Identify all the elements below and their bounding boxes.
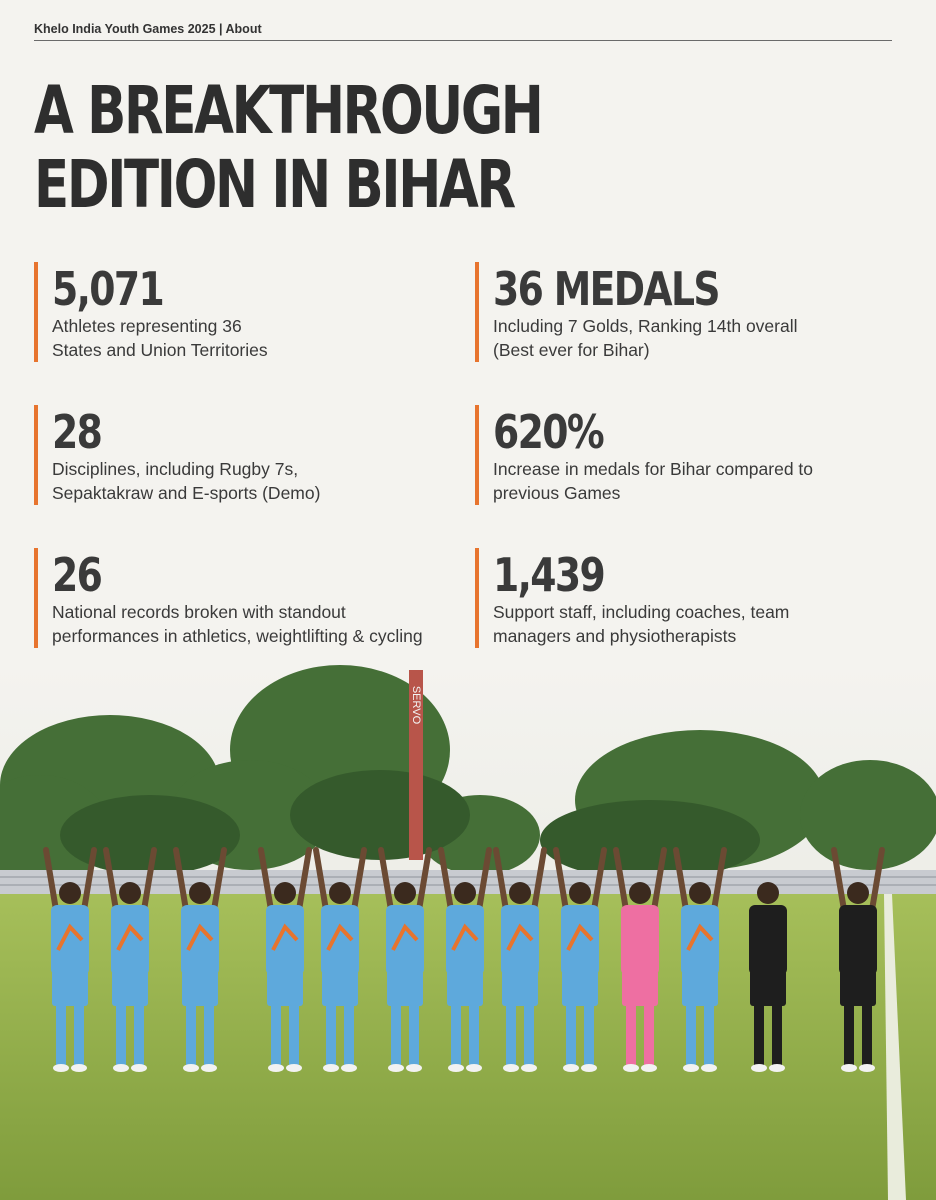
tower-text: SERVO bbox=[410, 685, 422, 725]
stat-disciplines bbox=[34, 405, 320, 505]
stat-value: 5,071 bbox=[52, 262, 164, 316]
stat-value: 620% bbox=[493, 405, 603, 459]
page-title-line-2: EDITION IN BIHAR bbox=[34, 146, 514, 223]
page-title bbox=[34, 74, 542, 222]
stat-support-staff bbox=[475, 548, 789, 648]
stat-value: 26 bbox=[52, 548, 102, 602]
stat-description: Including 7 Golds, Ranking 14th overall (Best ever for Bihar) bbox=[493, 316, 798, 360]
stat-value: 36 MEDALS bbox=[493, 262, 719, 316]
breadcrumb: Khelo India Youth Games 2025 | About bbox=[34, 22, 892, 41]
page-title-line-1: A BREAKTHROUGH bbox=[34, 72, 542, 149]
stat-description: National records broken with standout performances in athletics, weightlifting & cycling bbox=[52, 602, 423, 646]
stat-national-records bbox=[34, 548, 423, 648]
stat-description: Disciplines, including Rugby 7s, Sepaktakraw and E-sports (Demo) bbox=[52, 459, 321, 503]
stat-athletes bbox=[34, 262, 268, 362]
stat-description: Increase in medals for Bihar compared to previous Games bbox=[493, 459, 814, 503]
stat-value: 1,439 bbox=[493, 548, 605, 602]
stat-description: Support staff, including coaches, team managers and physiotherapists bbox=[493, 602, 790, 646]
team-photo bbox=[0, 665, 936, 1200]
stat-medals bbox=[475, 262, 798, 362]
stat-value: 28 bbox=[52, 405, 102, 459]
stat-description: Athletes representing 36 States and Union Territories bbox=[52, 316, 268, 360]
stat-medal-increase bbox=[475, 405, 813, 505]
